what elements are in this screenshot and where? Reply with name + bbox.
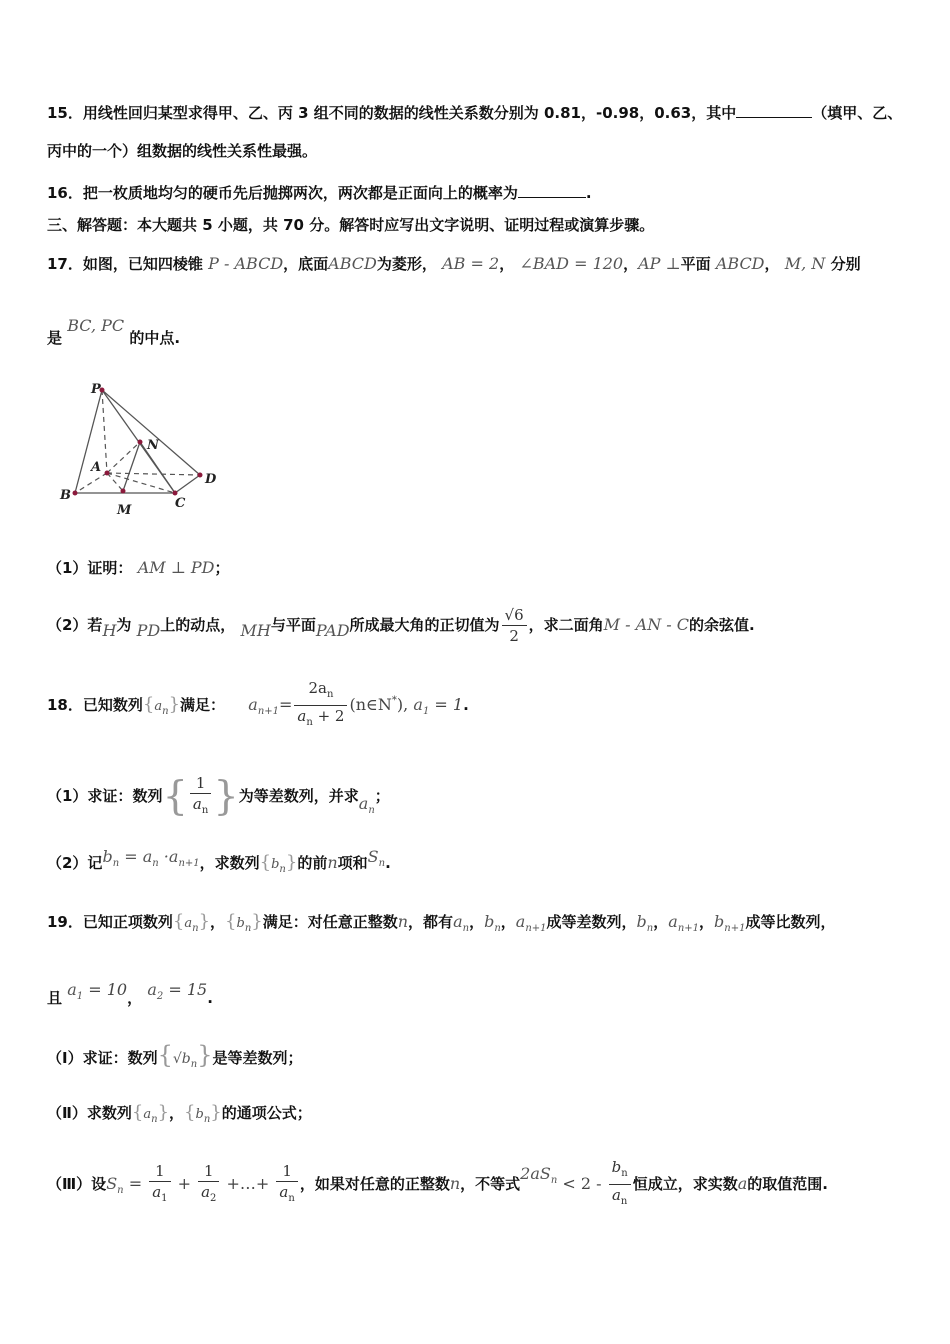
q19-p3-dots: +…+ [221, 1174, 275, 1193]
q17-line-2 [47, 316, 181, 348]
q19-line-2 [47, 980, 213, 1015]
q19-p2-a: $a_n$ [143, 1107, 158, 1125]
q19-n: n [397, 912, 409, 931]
q19-bn1: $b_{n+1}$ [714, 912, 746, 934]
brace-sqrt-left: { [157, 1041, 173, 1069]
brace-p2b-left: { [184, 1102, 196, 1123]
q19-a: $a_n$ [184, 916, 199, 934]
q17-p2-fraction [502, 605, 527, 646]
point-D [198, 473, 203, 478]
q17-p2-m5: M - AN - C [603, 615, 690, 634]
q18-p2-t3: 项和 [337, 854, 368, 872]
q19-t3: ，都有 [408, 913, 454, 931]
q17-t3: 为菱形， [376, 255, 437, 273]
q17-p2-den: 2 [509, 627, 519, 645]
q19-p3-t3: 恒成立，求实数 [632, 1175, 738, 1193]
q18-number: 18． [47, 696, 83, 714]
q16-text-b: . [585, 184, 592, 202]
q18-t1: 已知数列 [82, 696, 143, 714]
q19-an1: $a_{n+1}$ [515, 912, 547, 934]
q18-lhs: $a_{n+1}$ [248, 695, 279, 717]
q19-p3-ineq: $2aS_n$ [520, 1164, 558, 1186]
q15-text-c: 丙中的一个）组数据的线性关系性最强。 [47, 142, 318, 160]
q17-part2 [47, 603, 755, 653]
q18-part1 [47, 768, 390, 839]
q18-part2 [47, 847, 391, 880]
q18-p2-expr: $b_n = a_n \cdot a_{n+1}$ [102, 847, 200, 869]
point-B [73, 491, 78, 496]
q18-p1-end: ； [374, 787, 390, 805]
q18-line [47, 678, 469, 734]
q17-t4: ， [499, 255, 515, 273]
q16-number: 16． [47, 184, 83, 202]
edge-PB [75, 390, 102, 493]
brace-p2a-right: } [157, 1102, 170, 1123]
brace-left: { [142, 694, 155, 715]
q19-p3-eq: = [123, 1174, 148, 1193]
q17-m3: AB = 2 [442, 254, 500, 273]
q18-end: . [463, 696, 469, 714]
q17-p2-label: （2）若 [47, 616, 103, 634]
q17-p2-m4: PAD [315, 621, 350, 640]
brace-right: } [168, 694, 181, 715]
q18-p2-label: （2）记 [47, 854, 103, 872]
q19-p1-m: $√b_n$ [172, 1051, 198, 1070]
q17-t8: 分别 [830, 255, 861, 273]
q19-bn: $b_n$ [484, 912, 501, 934]
q19-comma-1: ， [210, 913, 226, 931]
q17-p2-t1: 为 [116, 616, 132, 634]
q17-m4: ∠BAD = 120 [519, 254, 624, 273]
q19-part1 [47, 1041, 303, 1075]
q19-b: $b_n$ [236, 916, 252, 934]
brace-a-left: { [172, 911, 185, 932]
q18-p2-S: $S_n$ [367, 847, 386, 869]
q17-m7: M, N [784, 254, 826, 273]
edge-PD [102, 390, 200, 475]
q19-p2-b: $b_n$ [195, 1107, 211, 1125]
edge-AC [107, 473, 175, 493]
label-B: B [60, 488, 71, 503]
q18-fraction: $\frac{2a_n}{a_n + 2}$ [294, 678, 347, 733]
q19-comma-4: ， [653, 913, 669, 931]
q18-p2-b: $b_n$ [271, 857, 286, 875]
q18-p2-t1: ，求数列 [199, 854, 260, 872]
section-3-text: 三、解答题：本大题共 5 小题，共 70 分。解答时应写出文字说明、证明过程或演算步骤。 [47, 216, 655, 234]
q15-number: 15． [47, 104, 83, 122]
q18-p1-fraction: $\frac{1}{a_n}$ [190, 773, 211, 821]
section-3-heading [47, 215, 654, 235]
q18-p1-t: 为等差数列，并求 [238, 787, 359, 805]
label-M: M [117, 503, 132, 518]
brace-left-large: { [162, 773, 188, 820]
q19-p3-plus: + [172, 1174, 197, 1193]
q17-p1-end: ； [214, 559, 230, 577]
q19-p3-frac2: $\frac{1}{a_2}$ [198, 1161, 219, 1209]
q17-p2-t4: 所成最大角的正切值为 [349, 616, 500, 634]
q17-number: 17． [47, 255, 83, 273]
q16-answer-blank[interactable] [518, 183, 586, 198]
q18-p2-t2: 的前 [297, 854, 328, 872]
segment-MN [123, 442, 140, 491]
q17-p2-m3: MH [240, 621, 271, 640]
q19-p3-lt: < 2 - [557, 1174, 607, 1193]
q17-m5: AP ⊥ [638, 254, 681, 273]
q19-an1-2: $a_{n+1}$ [668, 912, 699, 934]
q18-seq-a: $a_n$ [154, 699, 169, 717]
brace-left-2: { [259, 852, 272, 873]
q17-part1 [47, 558, 229, 578]
q17-p2-m1: H [102, 621, 117, 640]
q18-p2-n: n [327, 853, 338, 872]
q17-m2: ABCD [328, 254, 377, 273]
point-N [138, 440, 143, 445]
q19-p2-t: 的通项公式； [221, 1104, 312, 1122]
q18-eq: = [279, 695, 293, 714]
q19-p3-a: a [737, 1174, 748, 1193]
q18-init: $a_1 = 1$ [413, 695, 464, 717]
point-C [173, 491, 178, 496]
q15-line-1 [47, 103, 902, 123]
label-P: P [91, 382, 101, 397]
q15-line-2 [47, 141, 317, 161]
q19-an: $a_n$ [453, 912, 470, 934]
q17-t1: 如图，已知四棱锥 [82, 255, 203, 273]
q17-m8: BC, PC [67, 316, 125, 335]
q19-bn-2: $b_n$ [636, 912, 654, 934]
q17-p2-m2: PD [136, 621, 161, 640]
q16-text-a: 把一枚质地均匀的硬币先后抛掷两次，两次都是正面向上的概率为 [82, 184, 518, 202]
q19-p3-label: （Ⅲ）设 [47, 1175, 107, 1193]
q19-comma-3: ， [500, 913, 516, 931]
q19-p3-n: n [449, 1174, 461, 1193]
q19-comma-5: ， [699, 913, 715, 931]
label-A: A [91, 460, 102, 475]
q17-p2-t2: 上的动点， [160, 616, 236, 634]
q18-p1-label: （1）求证：数列 [47, 787, 163, 805]
label-C: C [175, 496, 186, 511]
q17-t9: 是 [47, 329, 63, 347]
q17-p1-label: （1）证明： [47, 559, 133, 577]
q17-p2-num: √6 [502, 605, 527, 626]
q18-p2-end: . [385, 854, 391, 872]
q18-cond: (n∈N*), [349, 695, 409, 714]
q19-comma-2: ， [469, 913, 485, 931]
brace-sqrt-right: } [197, 1041, 213, 1069]
q17-m6: ABCD [715, 254, 765, 273]
q17-p2-t3: 与平面 [270, 616, 316, 634]
q19-t4: 成等差数列， [546, 913, 637, 931]
edge-CD [175, 475, 200, 493]
q19-t5: 成等比数列， [745, 913, 836, 931]
edge-PA [102, 390, 107, 473]
q17-t2: ，底面 [283, 255, 329, 273]
q19-init1: $a_1 = 10$ [67, 980, 128, 1002]
q17-p2-t6: 的余弦值. [689, 616, 755, 634]
q19-p3-t4: 的取值范围. [747, 1175, 828, 1193]
q19-init2: $a_2 = 15$ [147, 980, 208, 1002]
brace-b-right: } [251, 911, 263, 932]
q17-t10: 的中点. [129, 329, 181, 347]
point-M [121, 489, 126, 494]
brace-p2a-left: { [131, 1102, 144, 1123]
q17-t7: ， [764, 255, 780, 273]
q19-t1: 已知正项数列 [82, 913, 173, 931]
q17-p1-math: AM ⊥ PD [137, 558, 215, 577]
q19-p3-frac3: $\frac{1}{a_n}$ [276, 1161, 297, 1209]
q19-p1-t: 是等差数列； [212, 1049, 303, 1067]
q19-t2: 满足：对任意正整数 [262, 913, 398, 931]
brace-right-2: } [285, 852, 298, 873]
q19-p2-label: （Ⅱ）求数列 [47, 1104, 132, 1122]
brace-a-right: } [198, 911, 211, 932]
q17-p2-t5: ，求二面角 [528, 616, 604, 634]
q17-m1: P - ABCD [208, 254, 284, 273]
q19-line-1 [47, 912, 835, 939]
point-A [105, 471, 110, 476]
q18-t2: 满足： [180, 696, 226, 714]
q19-part2 [47, 1103, 312, 1130]
q19-number: 19． [47, 913, 83, 931]
q19-part3 [47, 1156, 828, 1219]
q17-t6: 平面 [680, 255, 711, 273]
pyramid-figure [55, 375, 225, 520]
q19-p3-frac4: $\frac{b_n}{a_n}$ [609, 1157, 631, 1212]
q19-end: . [207, 989, 213, 1007]
brace-right-large: } [213, 773, 239, 820]
brace-b-left: { [225, 911, 237, 932]
q19-p1-label: （Ⅰ）求证：数列 [47, 1049, 158, 1067]
q15-answer-blank[interactable] [736, 103, 812, 118]
q19-p3-S: $S_n$ [106, 1174, 124, 1196]
q15-text-b: （填甲、乙、 [812, 104, 903, 122]
q19-comma-6: ， [127, 989, 143, 1007]
label-N: N [147, 438, 159, 453]
edge-AD [107, 473, 200, 475]
q19-p3-t2: ，不等式 [460, 1175, 521, 1193]
q19-p3-t1: ，如果对任意的正整数 [299, 1175, 450, 1193]
q17-t5: ， [623, 255, 639, 273]
q19-p3-frac1: $\frac{1}{a_1}$ [149, 1161, 170, 1209]
segment-AM [107, 473, 123, 491]
label-D: D [205, 472, 217, 487]
q19-p2-comma: ， [169, 1104, 185, 1122]
brace-p2b-right: } [210, 1102, 222, 1123]
q15-text-a: 用线性回归某型求得甲、乙、丙 3 组不同的数据的线性关系数分别为 0.81，-0.98，0.63，其中 [82, 104, 737, 122]
q17-line-1 [47, 254, 861, 274]
q18-p1-m: $a_n$ [358, 794, 375, 816]
q19-t6: 且 [47, 989, 63, 1007]
q16-line [47, 183, 592, 203]
